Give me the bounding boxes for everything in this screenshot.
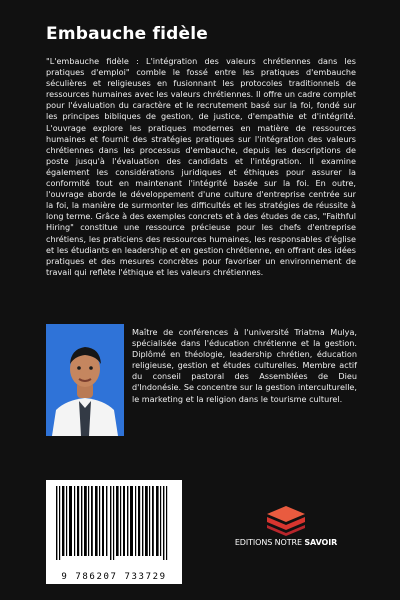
- publisher-logo-icon: [263, 500, 309, 536]
- author-photo: [46, 324, 124, 436]
- isbn-number: 9 786207 733729: [61, 572, 167, 582]
- publisher-name: EDITIONS NOTRE SAVOIR: [234, 538, 338, 547]
- author-bio: Maître de conférences à l'université Triatma Mulya, spécialisée dans l'éducation chrétienne et la gestion. Diplômé en théologie, leadership chrétien, éducation religieuse, gestion et études culturelles. Membre actif du conseil pastoral des Assemblées de Dieu d'Indonésie. Se concentre sur la gestion interculturelle, le marketing et la religion dans le tourisme culturel.: [132, 327, 357, 404]
- isbn-barcode: [46, 480, 182, 584]
- book-title: Embauche fidèle: [46, 24, 208, 44]
- book-summary: "L'embauche fidèle : L'intégration des valeurs chrétiennes dans les pratiques d'emploi" comble le fossé entre les pratiques d'embauche séculières et religieuses en fusionnant les protocoles traditionnels de ressources humaines avec les valeurs chrétiennes. Il offre un cadre complet pour l'évaluation du caractère et le recrutement basé sur la foi, fondé sur les principes bibliques de gestion, de justice, d'empathie et d'intégrité. L'ouvrage explore les pratiques modernes en matière de ressources humaines et fournit des stratégies pratiques sur l'intégration des valeurs chrétiennes dans les processus d'embauche, depuis les descriptions de poste jusqu'à l'évaluation des candidats et l'intégration. Il examine également les considérations juridiques et éthiques pour assurer la conformité tout en maintenant l'intégrité basée sur la foi. En outre, l'ouvrage aborde le développement d'une culture d'entreprise centrée sur la foi, la manière de surmonter les difficultés et les stratégies de réussite à long terme. Grâce à des exemples concrets et à des études de cas, "Faithful Hiring" constitue une ressource précieuse pour les chefs d'entreprise chrétiens, les praticiens des ressources humaines, les responsables d'église et les étudiants en leadership et en gestion chrétienne, en offrant des idées pratiques et des mesures concrètes pour favoriser un environnement de travail qui reflète l'éthique et les valeurs chrétiennes.: [46, 56, 356, 277]
